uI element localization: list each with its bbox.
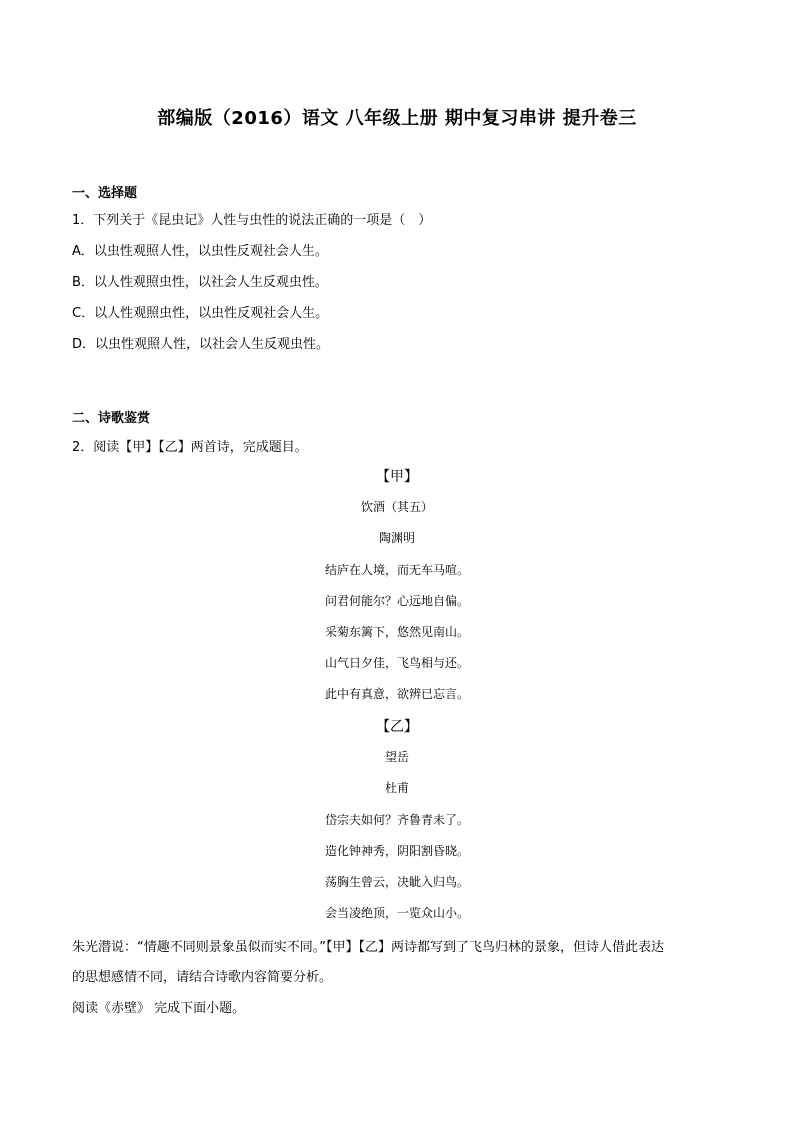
page-title: 部编版（2016）语文 八年级上册 期中复习串讲 提升卷三 <box>157 108 637 129</box>
option-b: B．以人性观照虫性，以社会人生反观虫性。 <box>72 275 328 290</box>
poem-a-author: 陶渊明 <box>378 531 415 545</box>
question-2-prompt-line-2: 的思想感情不同，请结合诗歌内容简要分析。 <box>72 970 333 985</box>
poem-a-line-2: 问君何能尔？心远地自偏。 <box>324 594 469 608</box>
section-heading-poetry: 二、诗歌鉴赏 <box>72 411 151 426</box>
question-1-stem: 1．下列关于《昆虫记》人性与虫性的说法正确的一项是（ ） <box>72 213 432 228</box>
option-a: A．以虫性观照人性，以虫性反观社会人生。 <box>72 244 328 259</box>
next-reading-instruction: 阅读《赤壁》 完成下面小题。 <box>72 1001 246 1016</box>
poem-a-line-3: 采菊东篱下，悠然见南山。 <box>324 625 469 639</box>
poem-b-mark: 【乙】 <box>376 719 418 735</box>
poem-a-line-1: 结庐在人境，而无车马喧。 <box>324 563 469 577</box>
poem-b-author: 杜甫 <box>384 781 409 795</box>
option-c: C．以人性观照虫性，以虫性反观社会人生。 <box>72 306 329 321</box>
option-d: D．以虫性观照人性，以社会人生反观虫性。 <box>72 337 330 352</box>
poem-b-title: 望岳 <box>384 750 409 764</box>
poem-a-title: 饮酒（其五） <box>360 500 433 514</box>
question-2-stem: 2．阅读【甲】【乙】两首诗，完成题目。 <box>72 440 308 455</box>
poem-a-mark: 【甲】 <box>376 469 418 485</box>
poem-a-line-4: 山气日夕佳，飞鸟相与还。 <box>324 656 469 670</box>
poem-a-line-5: 此中有真意，欲辨已忘言。 <box>324 687 469 701</box>
poem-b-line-2: 造化钟神秀，阴阳割昏晓。 <box>324 844 469 858</box>
poem-b-line-1: 岱宗夫如何？齐鲁青未了。 <box>324 813 469 827</box>
poem-b-line-4: 会当凌绝顶，一览众山小。 <box>324 906 469 920</box>
question-2-prompt-line-1: 朱光潜说：“情趣不同则景象虽似而实不同。”【甲】【乙】两诗都写到了飞鸟归林的景象，但诗人借此表达 <box>72 940 664 955</box>
section-heading-choice: 一、选择题 <box>72 186 138 201</box>
poem-b-line-3: 荡胸生曾云，决眦入归鸟。 <box>324 875 469 889</box>
